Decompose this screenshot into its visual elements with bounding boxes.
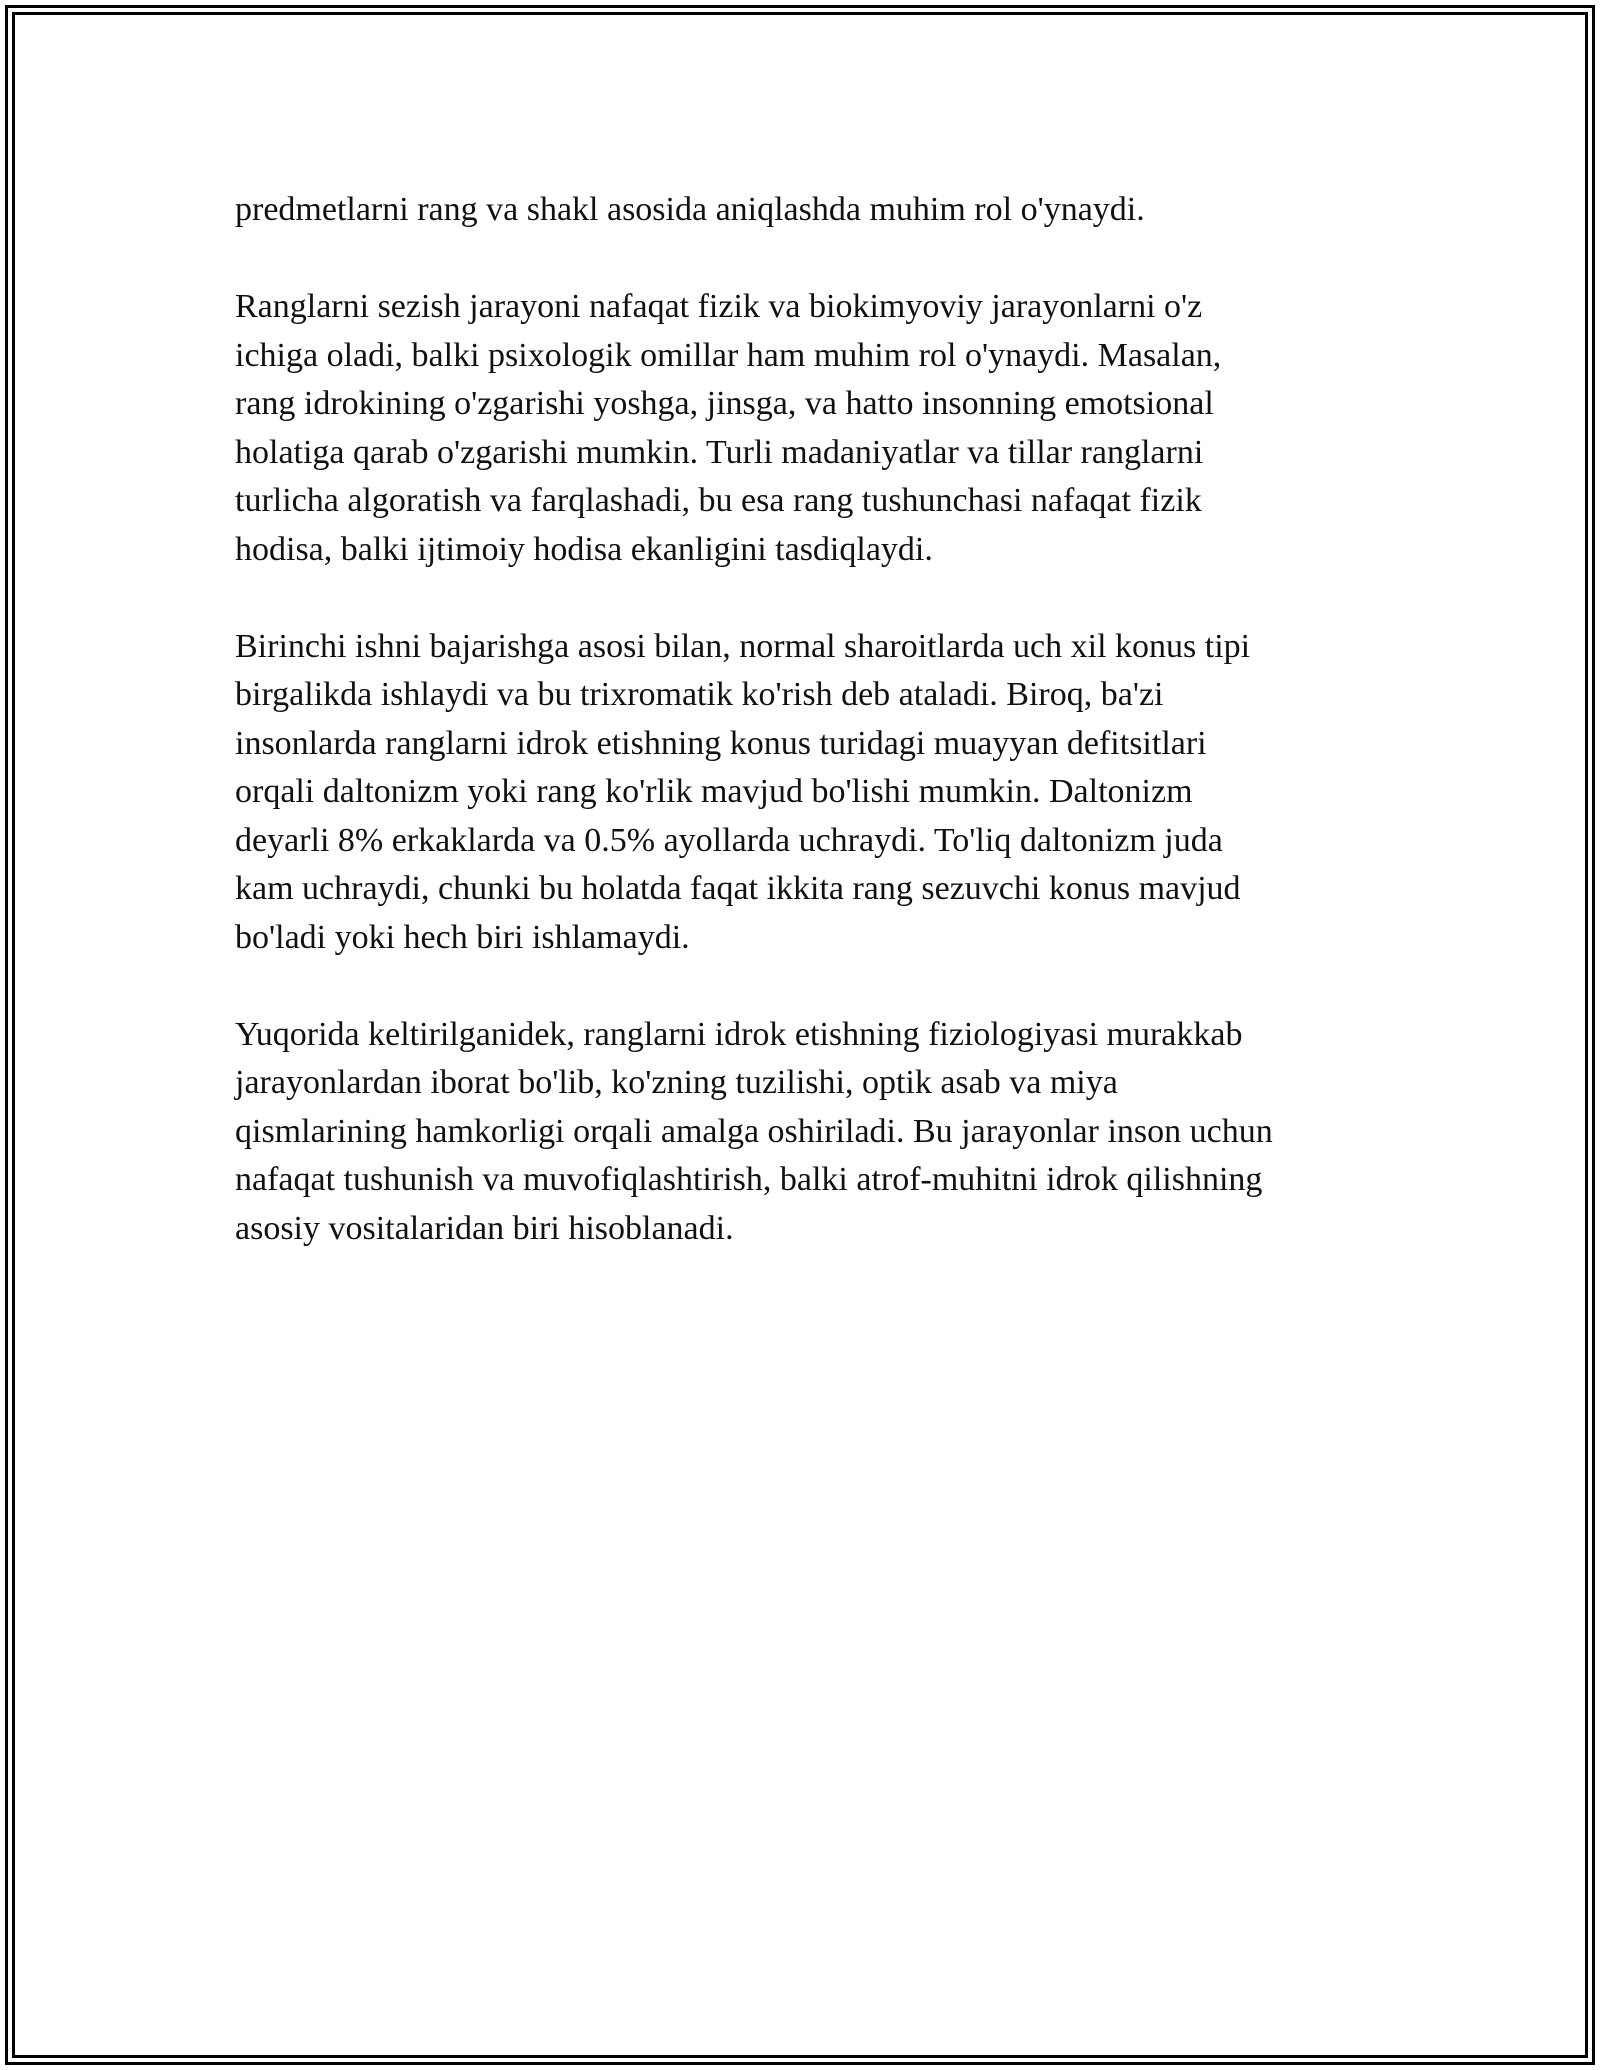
text-line: kam uchraydi, chunki bu holatda faqat ikkita rang sezuvchi konus mavjud [235,870,1241,907]
text-line: deyarli 8% erkaklarda va 0.5% ayollarda uchraydi. To'liq daltonizm juda [235,821,1223,859]
paragraph-3 [235,623,1375,963]
text-line: asosiy vositalaridan biri hisoblanadi. [235,1209,734,1247]
text-line: ichiga oladi, balki psixologik omillar ham muhim rol o'ynaydi. Masalan, [235,336,1222,374]
text-line: rang idrokining o'zgarishi yoshga, jinsga, va hatto insonning emotsional [235,385,1214,422]
paragraph-2 [235,283,1375,574]
text-line: predmetlarni rang va shakl asosida aniqlashda muhim rol o'ynaydi. [235,191,1145,228]
text-line: orqali daltonizm yoki rang ko'rlik mavjud bo'lishi mumkin. Daltonizm [235,773,1193,810]
text-line: bo'ladi yoki hech biri ishlamaydi. [235,918,690,956]
document-body [235,186,1375,1302]
text-line: Yuqorida keltirilganidek, ranglarni idrok etishning fiziologiyasi murakkab [235,1015,1243,1053]
text-line: birgalikda ishlaydi va bu trixromatik ko'rish deb ataladi. Biroq, ba'zi [235,676,1164,713]
paragraph-1 [235,186,1375,235]
text-line: turlicha algoratish va farqlashadi, bu esa rang tushunchasi nafaqat fizik [235,482,1202,519]
paragraph-4 [235,1011,1375,1254]
text-line: qismlarining hamkorligi orqali amalga oshiriladi. Bu jarayonlar inson uchun [235,1112,1273,1150]
text-line: jarayonlardan iborat bo'lib, ko'zning tuzilishi, optik asab va miya [235,1064,1118,1101]
text-line: insonlarda ranglarni idrok etishning konus turidagi muayyan defitsitlari [235,724,1207,762]
text-line: Birinchi ishni bajarishga asosi bilan, normal sharoitlarda uch xil konus tipi [235,627,1251,665]
text-line: hodisa, balki ijtimoiy hodisa ekanligini tasdiqlaydi. [235,530,933,568]
text-line: nafaqat tushunish va muvofiqlashtirish, balki atrof-muhitni idrok qilishning [235,1161,1263,1198]
text-line: holatiga qarab o'zgarishi mumkin. Turli madaniyatlar va tillar ranglarni [235,433,1204,471]
text-line: Ranglarni sezish jarayoni nafaqat fizik va biokimyoviy jarayonlarni o'z [235,288,1203,325]
